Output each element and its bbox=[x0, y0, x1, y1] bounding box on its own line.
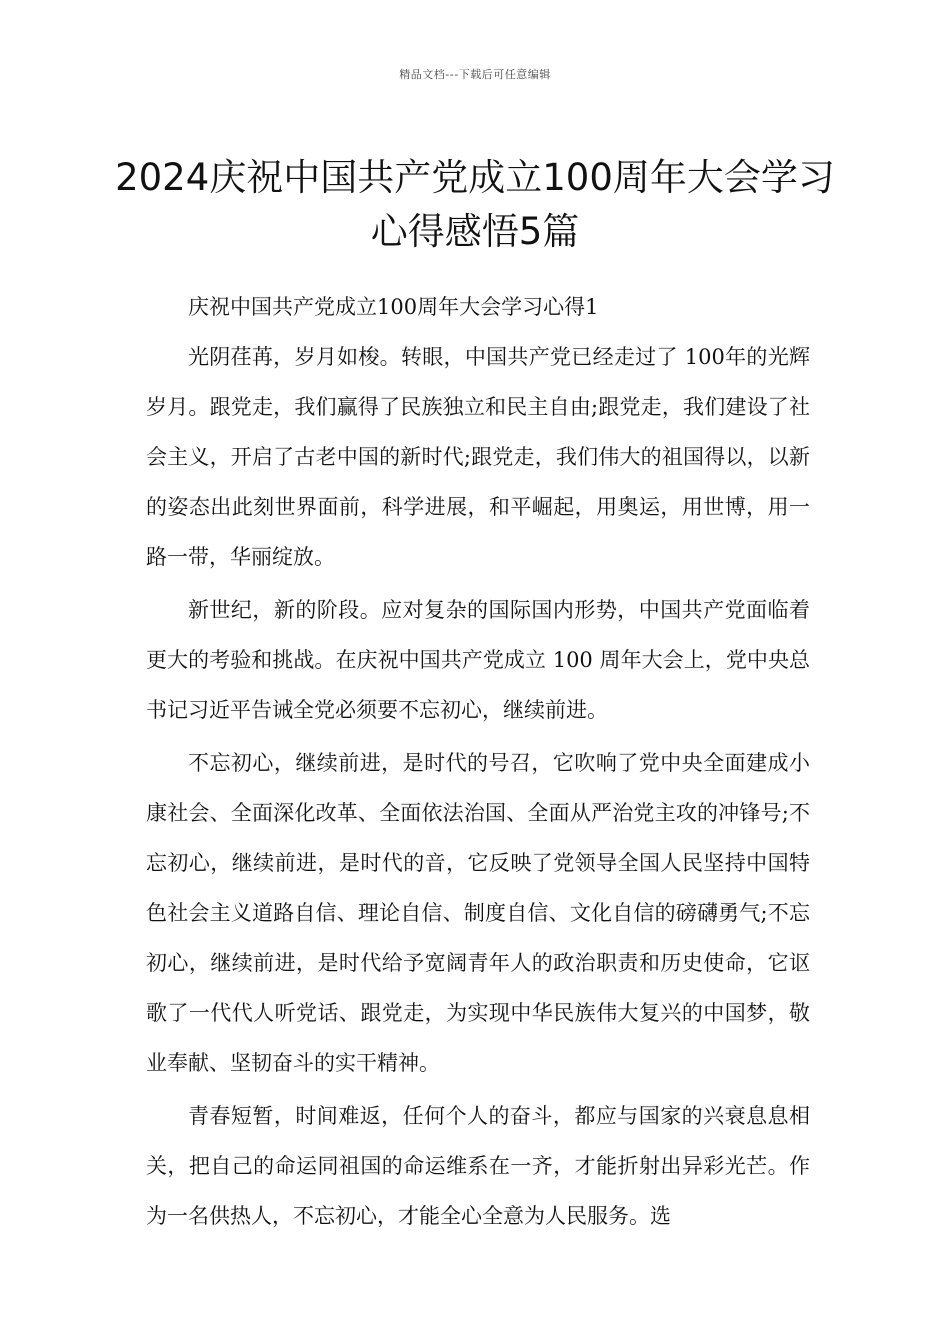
body-paragraph: 新世纪，新的阶段。应对复杂的国际国内形势，中国共产党面临着更大的考验和挑战。在庆祝中国共产党成立 100 周年大会上，党中央总书记习近平告诫全党必须要不忘初心，继续前进。 bbox=[146, 598, 810, 722]
body-paragraph: 不忘初心，继续前进，是时代的号召，它吹响了党中央全面建成小康社会、全面深化改革、全面依法治国、全面从严治党主攻的冲锋号;不忘初心，继续前进，是时代的音，它反映了党领导全国人民坚持中国特色社会主义道路自信、理论自信、制度自信、文化自信的磅礴勇气;不忘初心，继续前进，是时代给予宽阔青年人的政治职责和历史使命，它讴歌了一代代人听党话、跟党走，为实现中华民族伟大复兴的中国梦，敬业奉献、坚韧奋斗的实干精神。 bbox=[146, 751, 810, 1075]
header-note: 精品文档---下载后可任意编辑 bbox=[399, 68, 551, 81]
section-subheading: 庆祝中国共产党成立100周年大会学习心得1 bbox=[188, 295, 599, 319]
document-title: 2024庆祝中国共产党成立100周年大会学习心得感悟5篇 bbox=[115, 155, 835, 253]
body-paragraph: 光阴荏苒，岁月如梭。转眼，中国共产党已经走过了 100年的光辉岁月。跟党走，我们赢得了民族独立和民主自由;跟党走，我们建设了社会主义，开启了古老中国的新时代;跟党走，我们伟大的祖国得以，以新的姿态出此刻世界面前，科学进展，和平崛起，用奥运，用世博，用一路一带，华丽绽放。 bbox=[146, 345, 810, 569]
body-paragraph: 青春短暂，时间难返，任何个人的奋斗，都应与国家的兴衰息息相关，把自己的命运同祖国的命运维系在一齐，才能折射出异彩光芒。作为一名供热人，不忘初心，才能全心全意为人民服务。选 bbox=[146, 1104, 810, 1228]
document-body bbox=[146, 282, 810, 1244]
